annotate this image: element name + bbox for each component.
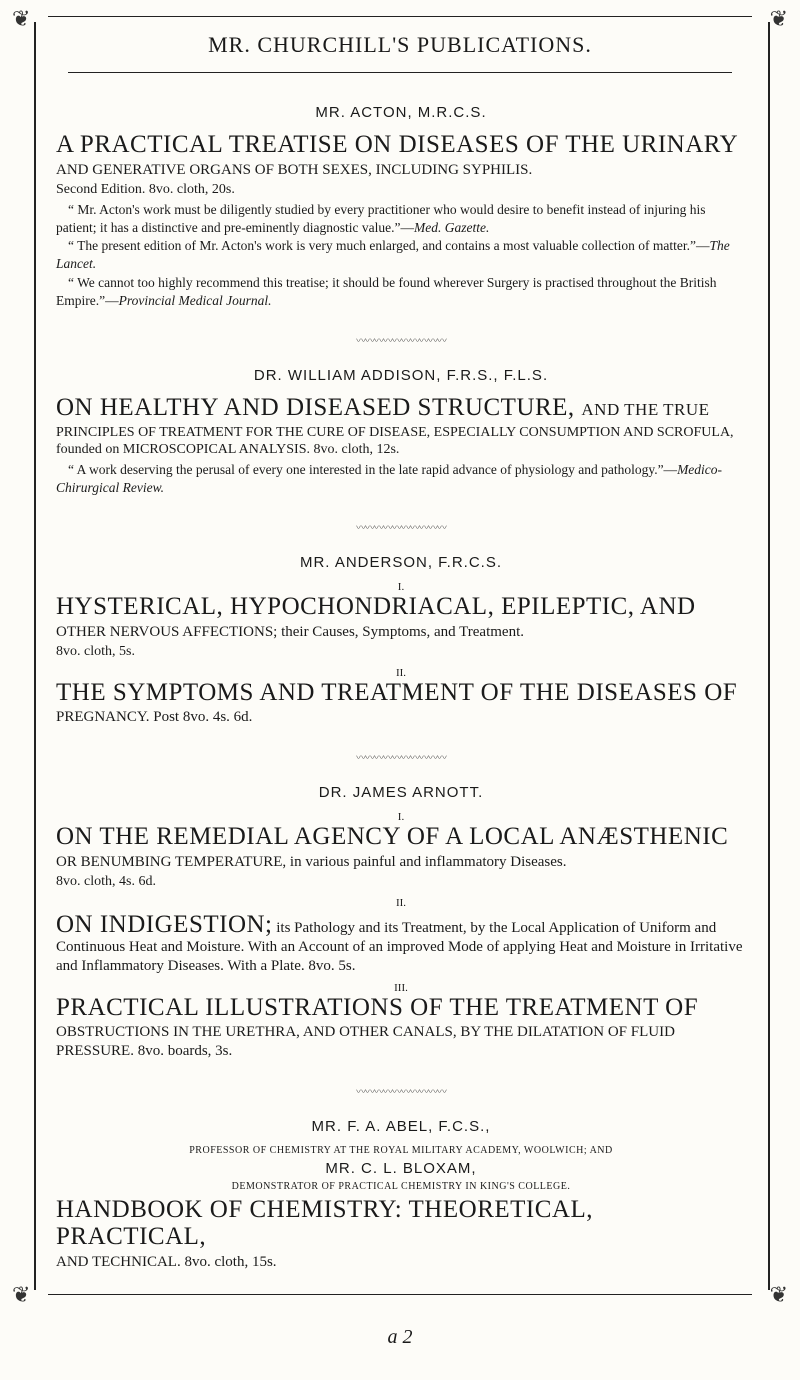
- footer-rule: [48, 1294, 752, 1295]
- edition: Second Edition. 8vo. cloth, 20s.: [56, 182, 235, 198]
- book-detail: OBSTRUCTIONS IN THE URETHRA, AND OTHER CANALS, BY THE DILATATION OF FLUID PRESSURE. 8vo. boards, 3s.: [56, 1024, 675, 1059]
- wavy-divider: 〰〰〰〰〰〰〰〰〰〰: [356, 753, 446, 764]
- book-subtitle: PRINCIPLES OF TREATMENT FOR THE CURE OF DISEASE, ESPECIALLY CONSUMPTION AND SCROFULA, founded on MICROSCOPICAL ANALYSIS. 8vo. cloth, 12s.: [56, 424, 734, 458]
- work-numeral: I.: [397, 811, 405, 823]
- header-rule: [68, 72, 732, 73]
- review-quote: “ Mr. Acton's work must be diligently studied by every practitioner who would desire to benefit instead of injuring his patient; it has a distinctive and pre-eminently diagnostic value.”—Med. Gazette.: [56, 201, 706, 235]
- book-title: HYSTERICAL, HYPOCHONDRIACAL, EPILEPTIC, AND: [56, 593, 696, 620]
- corner-ornament-icon: ❦: [769, 6, 788, 31]
- book-detail: PREGNANCY. Post 8vo. 4s. 6d.: [56, 709, 253, 726]
- book-title: ON HEALTHY AND DISEASED STRUCTURE, AND THE TRUE: [56, 394, 710, 422]
- author-affiliation: DEMONSTRATOR OF PRACTICAL CHEMISTRY IN KING'S COLLEGE.: [231, 1180, 571, 1192]
- book-title: THE SYMPTOMS AND TREATMENT OF THE DISEASES OF: [56, 678, 738, 706]
- work-numeral: III.: [394, 981, 408, 994]
- author-affiliation: PROFESSOR OF CHEMISTRY AT THE ROYAL MILITARY ACADEMY, WOOLWICH; AND: [189, 1144, 613, 1156]
- price: 8vo. cloth, 4s. 6d.: [56, 874, 156, 890]
- book-detail: OR BENUMBING TEMPERATURE, in various painful and inflammatory Diseases.: [56, 853, 567, 870]
- page: [8, 8, 792, 1372]
- author-name: DR. WILLIAM ADDISON, F.R.S., F.L.S.: [253, 367, 549, 385]
- book-entry: ON INDIGESTION; its Pathology and its Treatment, by the Local Application of Uniform and Continuous Heat and Moisture. With an Account of an improved Mode of applying Heat and Moisture in Irritative and Inflammatory Diseases. With a Plate. 8vo. 5s.: [56, 910, 743, 974]
- corner-ornament-icon: ❦: [769, 1282, 788, 1307]
- price: 8vo. cloth, 5s.: [56, 644, 135, 660]
- content: [56, 104, 746, 1278]
- running-head: MR. CHURCHILL'S PUBLICATIONS.: [208, 32, 592, 57]
- wavy-divider: 〰〰〰〰〰〰〰〰〰〰: [356, 523, 446, 534]
- book-title: PRACTICAL ILLUSTRATIONS OF THE TREATMENT OF: [56, 993, 699, 1021]
- work-numeral: II.: [395, 666, 407, 679]
- header-rule: [48, 16, 752, 17]
- book-title: A PRACTICAL TREATISE ON DISEASES OF THE URINARY: [56, 131, 739, 158]
- book-detail: OTHER NERVOUS AFFECTIONS; their Causes, Symptoms, and Treatment.: [56, 623, 524, 640]
- section-anderson: [56, 554, 746, 727]
- book-title: ON THE REMEDIAL AGENCY OF A LOCAL ANÆSTHENIC: [56, 823, 729, 850]
- author-name: MR. F. A. ABEL, F.C.S.,: [311, 1117, 491, 1135]
- section-abel: [56, 1118, 746, 1272]
- author-name: MR. ACTON, M.R.C.S.: [315, 104, 487, 121]
- review-quote: “ The present edition of Mr. Acton's work is very much enlarged, and contains a most valuable collection of matter.”—The Lancet.: [56, 238, 730, 272]
- corner-ornament-icon: ❦: [12, 1282, 31, 1307]
- author-name: MR. ANDERSON, F.R.C.S.: [299, 554, 503, 571]
- corner-ornament-icon: ❦: [12, 6, 31, 31]
- section-acton: [56, 104, 746, 310]
- wavy-divider: 〰〰〰〰〰〰〰〰〰〰: [356, 336, 446, 348]
- review-quote: “ A work deserving the perusal of every one interested in the late rapid advance of physiology and pathology.”—Medico-Chirurgical Review.: [56, 461, 723, 495]
- book-subtitle: AND GENERATIVE ORGANS OF BOTH SEXES, INCLUDING SYPHILIS.: [56, 161, 533, 178]
- wavy-divider: 〰〰〰〰〰〰〰〰〰〰: [356, 1086, 446, 1098]
- author-name: MR. C. L. BLOXAM,: [325, 1159, 477, 1177]
- page-number: a 2: [387, 1326, 413, 1348]
- section-addison: [56, 367, 746, 497]
- author-name: DR. JAMES ARNOTT.: [318, 784, 484, 801]
- review-quote: “ We cannot too highly recommend this treatise; it should be found wherever Surgery is practised throughout the British Empire.”—Provincial Medical Journal.: [56, 274, 717, 308]
- section-arnott: [56, 784, 746, 1061]
- book-detail: AND TECHNICAL. 8vo. cloth, 15s.: [56, 1253, 277, 1270]
- work-numeral: I.: [397, 581, 405, 593]
- book-title: HANDBOOK OF CHEMISTRY: THEORETICAL, PRACTICAL,: [56, 1195, 593, 1251]
- work-numeral: II.: [395, 896, 407, 909]
